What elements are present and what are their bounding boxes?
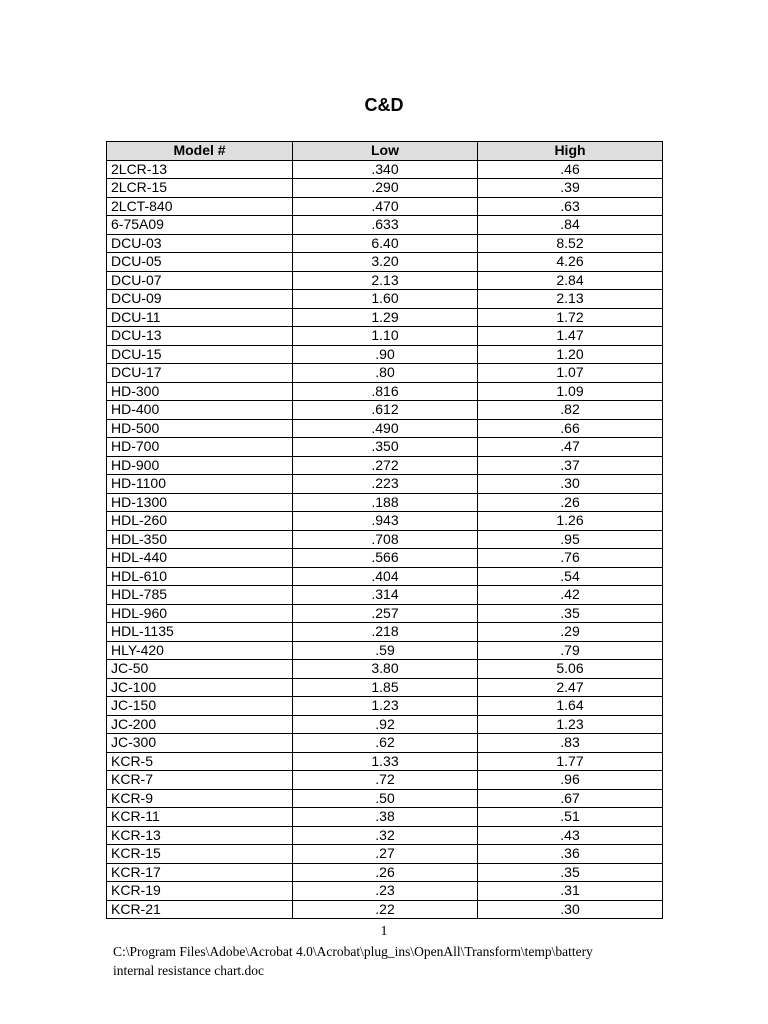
cell-model: HDL-260	[107, 512, 293, 531]
cell-model: DCU-17	[107, 364, 293, 383]
table-row	[107, 530, 663, 549]
cell-high: .43	[478, 826, 663, 845]
cell-model: HDL-785	[107, 586, 293, 605]
cell-low: 1.33	[293, 752, 478, 771]
cell-low: .80	[293, 364, 478, 383]
footer-path-line-2: internal resistance chart.doc	[113, 963, 265, 978]
cell-low: .350	[293, 438, 478, 457]
table-row	[107, 253, 663, 272]
cell-low: .404	[293, 567, 478, 586]
cell-high: .31	[478, 882, 663, 901]
cell-model: DCU-09	[107, 290, 293, 309]
table-row	[107, 808, 663, 827]
table-row	[107, 197, 663, 216]
table-row	[107, 826, 663, 845]
table-row	[107, 438, 663, 457]
table-row	[107, 512, 663, 531]
table-row	[107, 586, 663, 605]
cell-high: 4.26	[478, 253, 663, 272]
cell-model: JC-100	[107, 678, 293, 697]
cell-high: .29	[478, 623, 663, 642]
table-row	[107, 234, 663, 253]
document-title: C&D	[364, 95, 404, 115]
cell-high: .26	[478, 493, 663, 512]
cell-high: .54	[478, 567, 663, 586]
cell-low: 6.40	[293, 234, 478, 253]
cell-high: 1.64	[478, 697, 663, 716]
column-header-model: Model #	[107, 142, 293, 161]
cell-high: .30	[478, 475, 663, 494]
cell-low: .708	[293, 530, 478, 549]
cell-high: 1.77	[478, 752, 663, 771]
table-row	[107, 549, 663, 568]
cell-low: .38	[293, 808, 478, 827]
table-row	[107, 290, 663, 309]
cell-high: .82	[478, 401, 663, 420]
cell-low: .272	[293, 456, 478, 475]
cell-low: .23	[293, 882, 478, 901]
cell-model: HDL-610	[107, 567, 293, 586]
cell-high: .47	[478, 438, 663, 457]
cell-low: .816	[293, 382, 478, 401]
table-row	[107, 401, 663, 420]
cell-low: .218	[293, 623, 478, 642]
cell-low: .223	[293, 475, 478, 494]
cell-model: 2LCR-15	[107, 179, 293, 198]
cell-model: KCR-19	[107, 882, 293, 901]
table-header	[107, 142, 663, 161]
cell-model: JC-300	[107, 734, 293, 753]
table-row	[107, 697, 663, 716]
cell-model: 2LCR-13	[107, 160, 293, 179]
table-row	[107, 271, 663, 290]
cell-model: KCR-13	[107, 826, 293, 845]
cell-high: .30	[478, 900, 663, 919]
cell-high: .66	[478, 419, 663, 438]
cell-high: 2.13	[478, 290, 663, 309]
cell-high: .46	[478, 160, 663, 179]
cell-high: 2.84	[478, 271, 663, 290]
cell-low: 1.60	[293, 290, 478, 309]
cell-high: 2.47	[478, 678, 663, 697]
cell-model: HDL-350	[107, 530, 293, 549]
table-row	[107, 660, 663, 679]
table-row	[107, 419, 663, 438]
table-row	[107, 845, 663, 864]
cell-high: .67	[478, 789, 663, 808]
cell-high: .96	[478, 771, 663, 790]
table-row	[107, 567, 663, 586]
table-row	[107, 179, 663, 198]
table-row	[107, 678, 663, 697]
cell-low: .188	[293, 493, 478, 512]
cell-high: 1.09	[478, 382, 663, 401]
cell-high: 1.47	[478, 327, 663, 346]
cell-low: 1.85	[293, 678, 478, 697]
table-row	[107, 771, 663, 790]
cell-high: .36	[478, 845, 663, 864]
cell-low: 3.80	[293, 660, 478, 679]
cell-low: .32	[293, 826, 478, 845]
cell-low: .22	[293, 900, 478, 919]
cell-model: DCU-11	[107, 308, 293, 327]
cell-low: 3.20	[293, 253, 478, 272]
cell-high: .37	[478, 456, 663, 475]
cell-low: .59	[293, 641, 478, 660]
table-row	[107, 456, 663, 475]
cell-high: .83	[478, 734, 663, 753]
cell-low: .490	[293, 419, 478, 438]
table-body	[107, 160, 663, 919]
cell-high: 5.06	[478, 660, 663, 679]
cell-model: HD-1300	[107, 493, 293, 512]
cell-low: .257	[293, 604, 478, 623]
table-row	[107, 752, 663, 771]
table-row	[107, 364, 663, 383]
cell-model: HDL-440	[107, 549, 293, 568]
cell-low: .470	[293, 197, 478, 216]
cell-model: KCR-5	[107, 752, 293, 771]
table-row	[107, 623, 663, 642]
column-header-high: High	[478, 142, 663, 161]
cell-model: DCU-07	[107, 271, 293, 290]
table-row	[107, 734, 663, 753]
cell-high: .79	[478, 641, 663, 660]
cell-low: .612	[293, 401, 478, 420]
table-row	[107, 604, 663, 623]
cell-model: JC-50	[107, 660, 293, 679]
cell-low: .72	[293, 771, 478, 790]
footer-file-path	[113, 942, 673, 980]
table-row	[107, 789, 663, 808]
column-header-low: Low	[293, 142, 478, 161]
page-number: 1	[380, 924, 388, 939]
table-row	[107, 308, 663, 327]
cell-low: .62	[293, 734, 478, 753]
cell-model: KCR-17	[107, 863, 293, 882]
cell-low: .92	[293, 715, 478, 734]
cell-model: KCR-15	[107, 845, 293, 864]
table-row	[107, 475, 663, 494]
cell-model: DCU-13	[107, 327, 293, 346]
table-row	[107, 882, 663, 901]
cell-model: DCU-03	[107, 234, 293, 253]
cell-model: KCR-11	[107, 808, 293, 827]
cell-low: 1.23	[293, 697, 478, 716]
cell-model: HDL-960	[107, 604, 293, 623]
table-row	[107, 863, 663, 882]
table-row	[107, 216, 663, 235]
cell-model: HD-1100	[107, 475, 293, 494]
table-row	[107, 345, 663, 364]
cell-high: 1.72	[478, 308, 663, 327]
table-row	[107, 900, 663, 919]
cell-high: .35	[478, 863, 663, 882]
cell-model: HD-400	[107, 401, 293, 420]
cell-high: .39	[478, 179, 663, 198]
cell-high: .35	[478, 604, 663, 623]
cell-high: 1.07	[478, 364, 663, 383]
table-row	[107, 160, 663, 179]
cell-model: JC-200	[107, 715, 293, 734]
cell-low: .90	[293, 345, 478, 364]
cell-low: .566	[293, 549, 478, 568]
cell-model: DCU-05	[107, 253, 293, 272]
cell-high: .95	[478, 530, 663, 549]
table-row	[107, 493, 663, 512]
cell-low: 2.13	[293, 271, 478, 290]
cell-high: 1.23	[478, 715, 663, 734]
cell-low: .50	[293, 789, 478, 808]
cell-model: KCR-21	[107, 900, 293, 919]
footer-path-line-1: C:\Program Files\Adobe\Acrobat 4.0\Acrobat\plug_ins\OpenAll\Transform\temp\battery	[113, 944, 593, 959]
cell-low: .314	[293, 586, 478, 605]
cell-high: .63	[478, 197, 663, 216]
cell-high: .84	[478, 216, 663, 235]
cell-model: 2LCT-840	[107, 197, 293, 216]
table-row	[107, 382, 663, 401]
cell-low: .26	[293, 863, 478, 882]
cell-model: KCR-9	[107, 789, 293, 808]
cell-model: HD-500	[107, 419, 293, 438]
table-row	[107, 327, 663, 346]
header-row	[107, 142, 663, 161]
cell-low: .943	[293, 512, 478, 531]
cell-high: 1.26	[478, 512, 663, 531]
cell-high: 1.20	[478, 345, 663, 364]
cell-model: HLY-420	[107, 641, 293, 660]
cell-low: .633	[293, 216, 478, 235]
cell-model: 6-75A09	[107, 216, 293, 235]
cell-high: .51	[478, 808, 663, 827]
cell-low: .290	[293, 179, 478, 198]
table-row	[107, 715, 663, 734]
cell-high: 8.52	[478, 234, 663, 253]
cell-model: HD-900	[107, 456, 293, 475]
cell-low: .27	[293, 845, 478, 864]
cell-model: KCR-7	[107, 771, 293, 790]
cell-model: HDL-1135	[107, 623, 293, 642]
cell-high: .42	[478, 586, 663, 605]
table-row	[107, 641, 663, 660]
cell-model: HD-300	[107, 382, 293, 401]
cell-model: HD-700	[107, 438, 293, 457]
cell-low: .340	[293, 160, 478, 179]
resistance-table	[106, 141, 663, 919]
cell-low: 1.10	[293, 327, 478, 346]
cell-low: 1.29	[293, 308, 478, 327]
cell-model: DCU-15	[107, 345, 293, 364]
cell-high: .76	[478, 549, 663, 568]
cell-model: JC-150	[107, 697, 293, 716]
